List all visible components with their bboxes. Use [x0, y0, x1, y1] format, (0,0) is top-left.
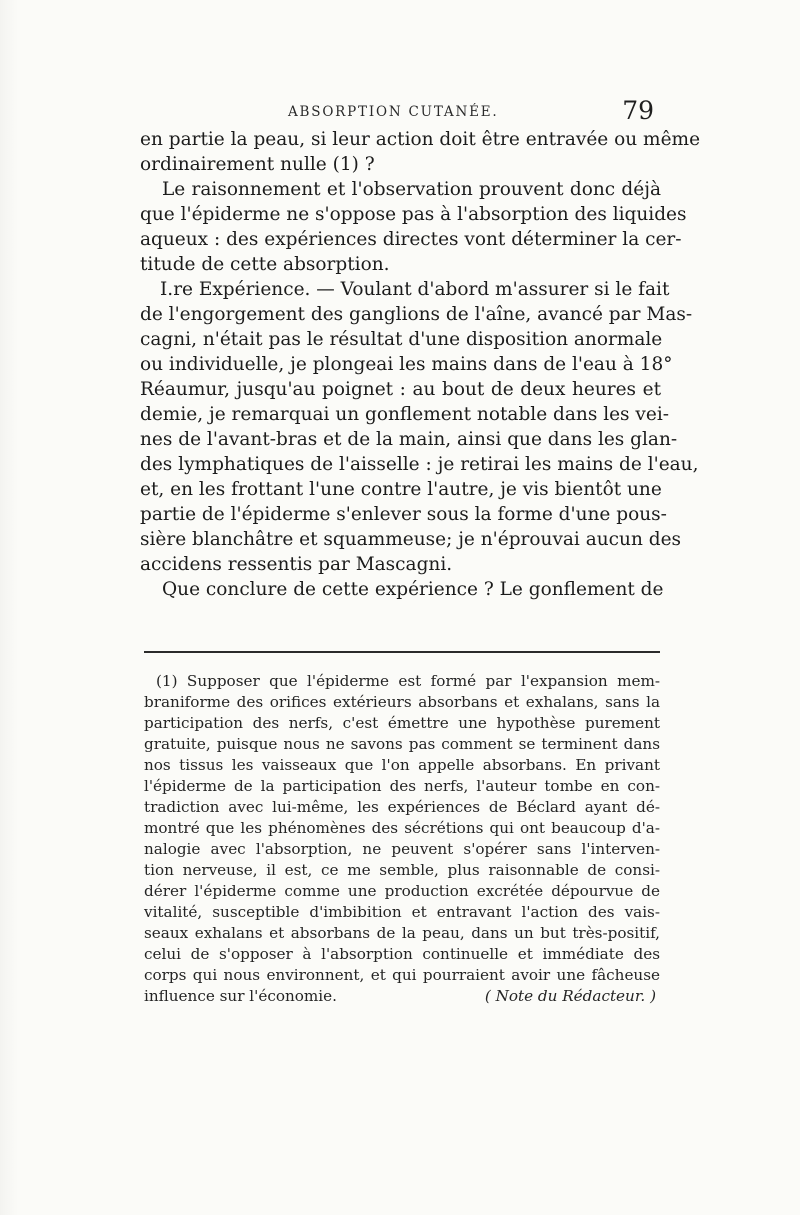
main-line-19: Que conclure de cette expérience ? Le gonflement de [162, 579, 664, 600]
footnote-separator-rule [144, 651, 660, 653]
main-line-9: cagni, n'était pas le résultat d'une disposition anormale [140, 329, 663, 350]
footnote-line-5: nos tissus les vaisseaux que l'on appelle absorbans. En privant [144, 756, 660, 774]
main-line-11: Réaumur, jusqu'au poignet : au bout de deux heures et [140, 379, 661, 400]
footnote-line-7: tradiction avec lui-même, les expériences de Béclard ayant dé- [144, 798, 660, 816]
main-line-2: ordinairement nulle (1) ? [140, 154, 375, 175]
page-edge-shadow [0, 0, 18, 1215]
footnote-final-text: influence sur l'économie. [144, 987, 337, 1005]
editor-signature: ( Note du Rédacteur. ) [484, 987, 656, 1005]
main-line-17: sière blanchâtre et squammeuse; je n'éprouvai aucun des [140, 529, 682, 550]
footnote-line-2: braniforme des orifices extérieurs absorbans et exhalans, sans la [144, 693, 660, 711]
footnote-line-15: corps qui nous environnent, et qui pourraient avoir une fâcheuse [144, 966, 660, 984]
footnote-line-4: gratuite, puisque nous ne savons pas comment se terminent dans [144, 735, 660, 753]
main-line-7: I.re Expérience. — Voulant d'abord m'assurer si le fait [160, 279, 670, 300]
main-line-5: aqueux : des expériences directes vont déterminer la cer- [140, 229, 682, 250]
footnote-line-1: (1) Supposer que l'épiderme est formé par l'expansion mem- [156, 672, 660, 690]
page-header [138, 96, 660, 128]
main-line-18: accidens ressentis par Mascagni. [140, 554, 453, 575]
footnote-line-13: seaux exhalans et absorbans de la peau, dans un but très-positif, [144, 924, 660, 942]
main-line-15: et, en les frottant l'une contre l'autre, je vis bientôt une [140, 479, 662, 500]
footnote-line-14: celui de s'opposer à l'absorption continuelle et immédiate des [144, 945, 660, 963]
footnote-line-9: nalogie avec l'absorption, ne peuvent s'opérer sans l'interven- [144, 840, 660, 858]
main-line-4: que l'épiderme ne s'oppose pas à l'absorption des liquides [140, 204, 687, 225]
footnote-block [144, 671, 660, 1007]
footnote-line-10: tion nerveuse, il est, ce me semble, plus raisonnable de consi- [144, 861, 660, 879]
main-line-1: en partie la peau, si leur action doit être entravée ou même [140, 129, 701, 150]
main-line-6: titude de cette absorption. [140, 254, 390, 275]
footnote-line-12: vitalité, susceptible d'imbibition et entravant l'action des vais- [144, 903, 660, 921]
footnote-line-6: l'épiderme de la participation des nerfs, l'auteur tombe en con- [144, 777, 660, 795]
main-line-12: demie, je remarquai un gonflement notable dans les vei- [140, 404, 670, 425]
running-title: ABSORPTION CUTANÉE. [288, 104, 499, 120]
main-line-14: des lymphatiques de l'aisselle : je retirai les mains de l'eau, [140, 454, 699, 475]
footnote-line-3: participation des nerfs, c'est émettre une hypothèse purement [144, 714, 660, 732]
footnote-line-8: montré que les phénomènes des sécrétions qui ont beaucoup d'a- [144, 819, 660, 837]
page-number: 79 [622, 96, 654, 125]
footnote-line-11: dérer l'épiderme comme une production excrétée dépourvue de [144, 882, 660, 900]
main-body-text [140, 127, 701, 602]
main-line-16: partie de l'épiderme s'enlever sous la forme d'une pous- [140, 504, 667, 525]
main-line-3: Le raisonnement et l'observation prouvent donc déjà [162, 179, 661, 200]
main-line-13: nes de l'avant-bras et de la main, ainsi que dans les glan- [140, 429, 678, 450]
main-line-8: de l'engorgement des ganglions de l'aîne, avancé par Mas- [140, 304, 693, 325]
footnote-line-16 [144, 986, 660, 1007]
main-line-10: ou individuelle, je plongeai les mains dans de l'eau à 18° [140, 354, 673, 375]
